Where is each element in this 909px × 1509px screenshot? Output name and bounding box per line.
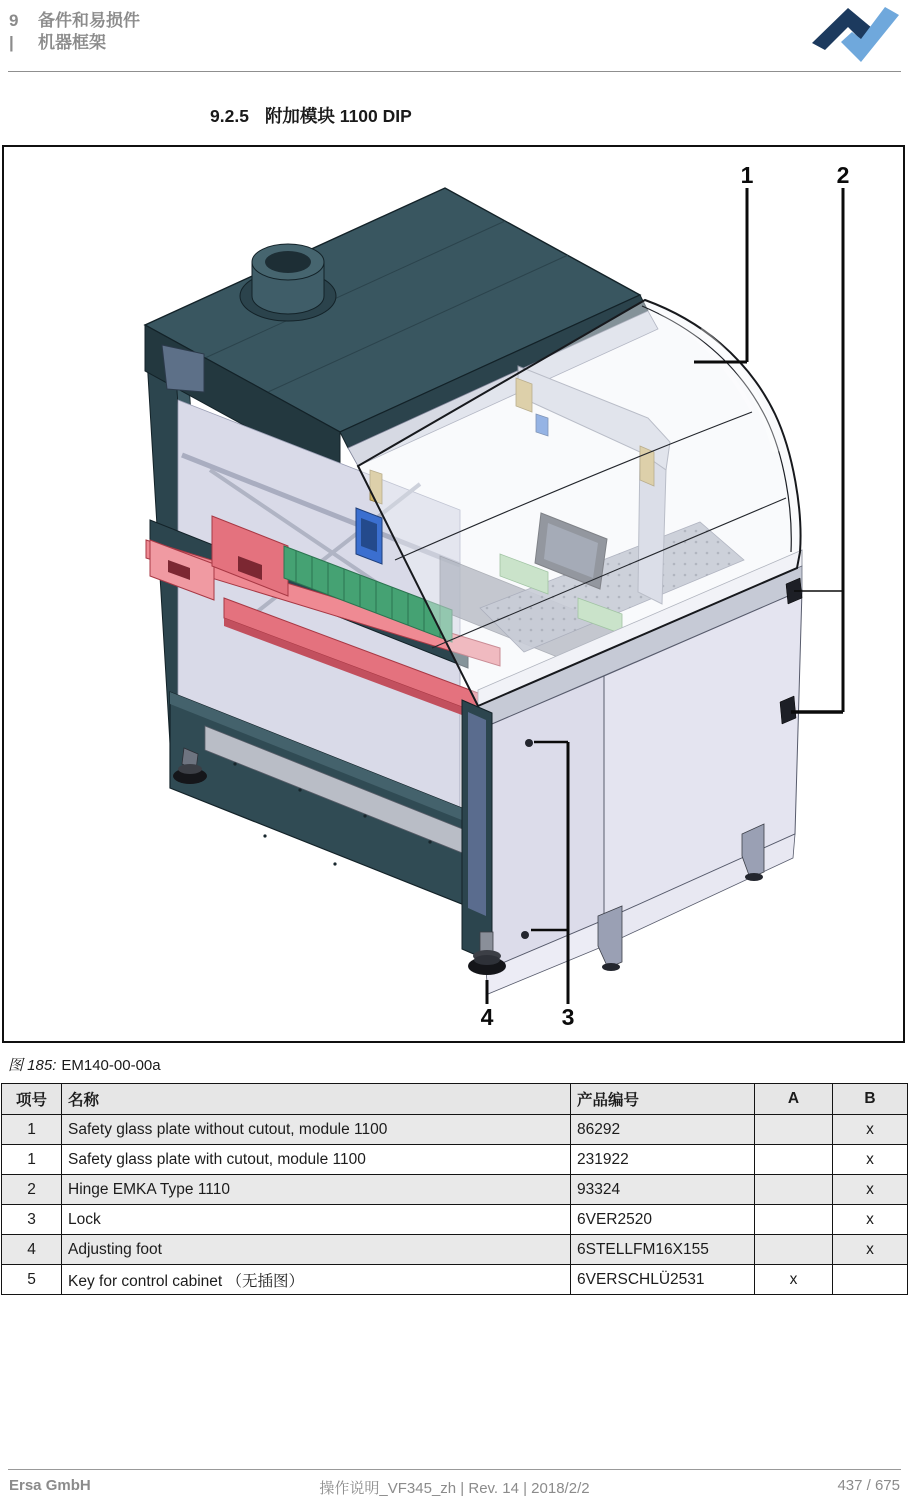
col-header-part: 产品编号	[571, 1084, 755, 1115]
cell-name: Adjusting foot	[62, 1235, 571, 1265]
cell-name: Key for control cabinet （无插图）	[62, 1265, 571, 1295]
callout-label-2: 2	[836, 162, 850, 188]
figure-caption-label: 图 185:	[8, 1057, 57, 1074]
cell-b: x	[833, 1205, 908, 1235]
footer-page-number: 437 / 675	[837, 1477, 900, 1494]
chapter-title: 备件和易损件	[38, 11, 140, 30]
table-row	[2, 1175, 908, 1205]
cell-part: 86292	[571, 1115, 755, 1145]
figure-frame	[2, 145, 905, 1043]
footer-divider	[8, 1469, 901, 1470]
footer-document-info: 操作说明_VF345_zh | Rev. 14 | 2018/2/2	[319, 1480, 590, 1497]
lock-top	[525, 739, 533, 747]
cell-name: Safety glass plate with cutout, module 1100	[62, 1145, 571, 1175]
figure-caption	[8, 1054, 161, 1075]
cell-item: 5	[2, 1265, 62, 1295]
cell-a	[755, 1205, 833, 1235]
callout-label-1: 1	[740, 162, 754, 188]
cell-name: Lock	[62, 1205, 571, 1235]
cell-name: Hinge EMKA Type 1110	[62, 1175, 571, 1205]
col-header-b: B	[833, 1084, 908, 1115]
cell-item: 1	[2, 1115, 62, 1145]
section-heading	[210, 103, 412, 128]
cell-b: x	[833, 1175, 908, 1205]
header-divider	[8, 71, 901, 72]
chapter-number: 9 |	[9, 11, 19, 52]
cell-b: x	[833, 1115, 908, 1145]
front-pillar	[462, 700, 492, 962]
cell-item: 4	[2, 1235, 62, 1265]
cell-part: 6VERSCHLÜ2531	[571, 1265, 755, 1295]
section-title: 附加模块 1100 DIP	[264, 106, 412, 126]
footer-company: Ersa GmbH	[9, 1477, 91, 1494]
parts-table	[1, 1083, 908, 1295]
callout-label-3: 3	[561, 1004, 575, 1030]
page-footer	[0, 1477, 909, 1499]
section-number: 9.2.5	[210, 106, 249, 126]
table-row	[2, 1265, 908, 1295]
figure-caption-text: EM140-00-00a	[61, 1057, 161, 1074]
table-row	[2, 1145, 908, 1175]
cell-a	[755, 1235, 833, 1265]
machine-illustration	[4, 147, 903, 1041]
blue-module	[356, 508, 382, 564]
table-row	[2, 1205, 908, 1235]
cell-a	[755, 1115, 833, 1145]
cell-part: 6VER2520	[571, 1205, 755, 1235]
col-header-name: 名称	[62, 1084, 571, 1115]
cell-b: x	[833, 1235, 908, 1265]
col-header-a: A	[755, 1084, 833, 1115]
cell-name: Safety glass plate without cutout, module 1100	[62, 1115, 571, 1145]
callout-label-4: 4	[480, 1004, 494, 1030]
exhaust-vent	[240, 244, 336, 321]
lock-bottom	[521, 931, 529, 939]
table-row	[2, 1115, 908, 1145]
bracket-foot-front	[598, 906, 622, 968]
table-row	[2, 1235, 908, 1265]
cell-part: 93324	[571, 1175, 755, 1205]
cell-a	[755, 1145, 833, 1175]
cell-item: 1	[2, 1145, 62, 1175]
ersa-logo	[798, 4, 906, 68]
cell-part: 231922	[571, 1145, 755, 1175]
cell-b: x	[833, 1145, 908, 1175]
cell-part: 6STELLFM16X155	[571, 1235, 755, 1265]
cell-item: 2	[2, 1175, 62, 1205]
cell-item: 3	[2, 1205, 62, 1235]
parts-table-header-row	[2, 1084, 908, 1115]
cell-a	[755, 1175, 833, 1205]
cell-a: x	[755, 1265, 833, 1295]
cell-b	[833, 1265, 908, 1295]
col-header-item: 项号	[2, 1084, 62, 1115]
chapter-subtitle: 机器框架	[38, 33, 106, 52]
